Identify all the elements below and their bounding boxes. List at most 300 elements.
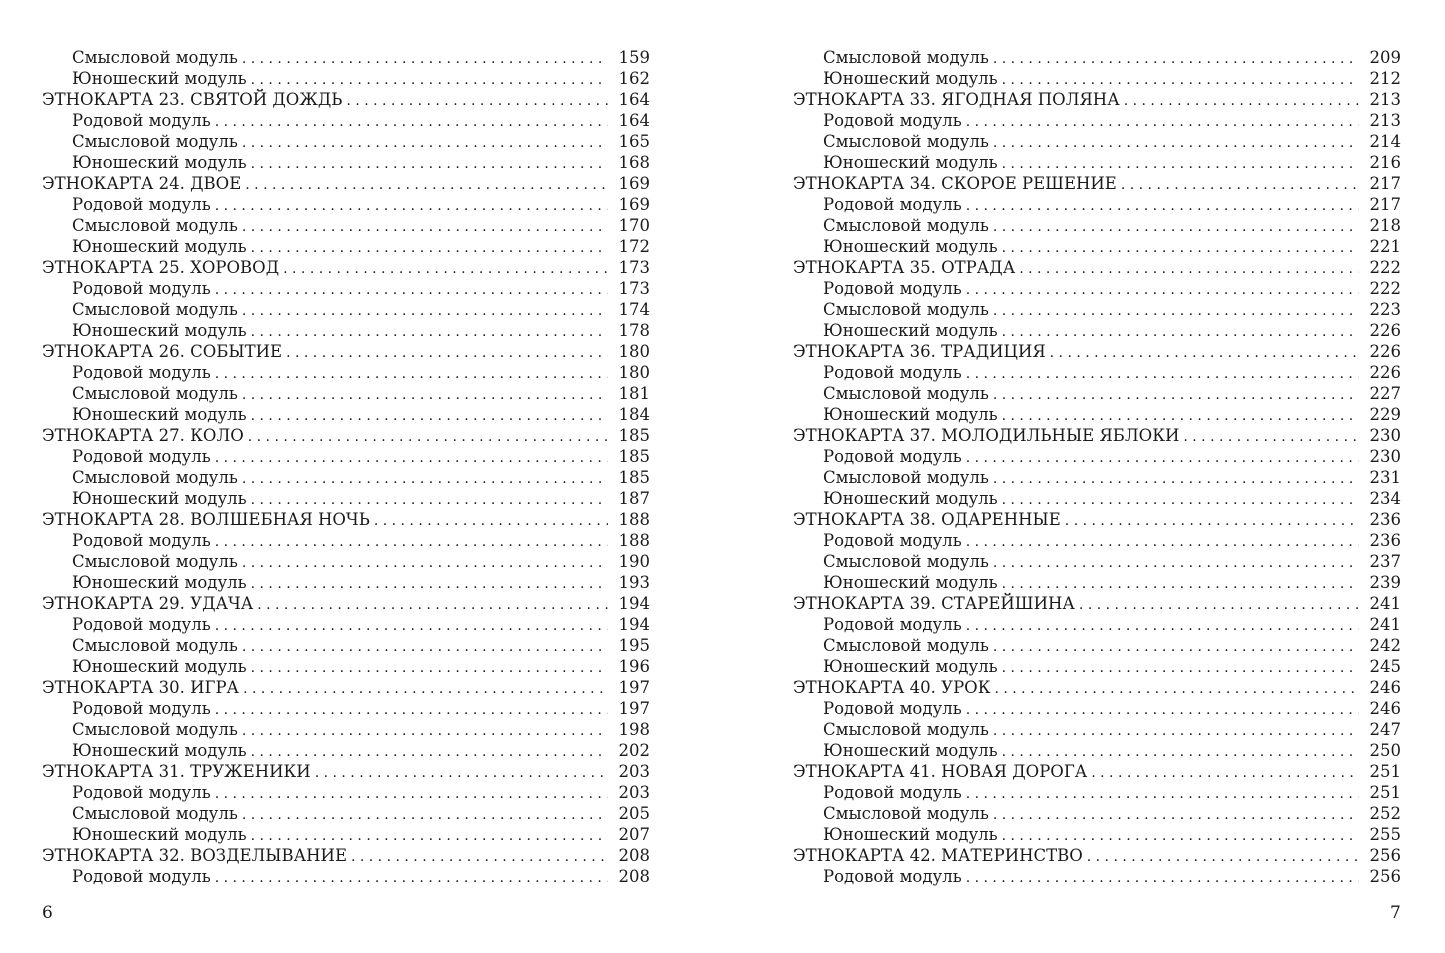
toc-entry-title: Юношеский модуль: [72, 825, 247, 844]
toc-entry-page: 181: [618, 384, 650, 403]
toc-module-entry[interactable]: [793, 446, 1401, 467]
toc-module-entry[interactable]: [793, 404, 1401, 425]
toc-entry-page: 180: [618, 363, 650, 382]
toc-module-entry[interactable]: [793, 320, 1401, 341]
toc-module-entry[interactable]: [793, 824, 1401, 845]
toc-entry-title: Смысловой модуль: [72, 720, 238, 739]
toc-entry-title: Родовой модуль: [823, 783, 962, 802]
dot-leader: [251, 406, 608, 427]
toc-module-entry[interactable]: [42, 278, 650, 299]
toc-entry-page: 190: [618, 552, 650, 571]
toc-entry-title: Смысловой модуль: [72, 216, 238, 235]
toc-module-entry[interactable]: [42, 866, 650, 887]
toc-module-entry[interactable]: [42, 299, 650, 320]
toc-entry-page: 213: [1369, 111, 1401, 130]
toc-entry-page: 217: [1369, 174, 1401, 193]
toc-entry-page: 246: [1369, 678, 1401, 697]
toc-entry-page: 223: [1369, 300, 1401, 319]
toc-entry-page: 230: [1369, 447, 1401, 466]
toc-entry-page: 173: [618, 279, 650, 298]
toc-entry-page: 195: [618, 636, 650, 655]
dot-leader: [1002, 322, 1359, 343]
toc-entry-page: 165: [618, 132, 650, 151]
toc-module-entry[interactable]: [793, 719, 1401, 740]
page-number-left: 6: [42, 903, 53, 923]
toc-entry-page: 239: [1369, 573, 1401, 592]
toc-card-entry[interactable]: [793, 677, 1401, 698]
toc-entry-page: 214: [1369, 132, 1401, 151]
toc-entry-page: 188: [618, 510, 650, 529]
dot-leader: [251, 658, 608, 679]
dot-leader: [1002, 658, 1359, 679]
toc-entry-page: 185: [618, 426, 650, 445]
dot-leader: [251, 238, 608, 259]
toc-module-entry[interactable]: [793, 635, 1401, 656]
toc-entry-title: Смысловой модуль: [823, 720, 989, 739]
dot-leader: [242, 805, 608, 826]
toc-module-entry[interactable]: [42, 719, 650, 740]
toc-module-entry[interactable]: [42, 614, 650, 635]
dot-leader: [251, 826, 608, 847]
toc-entry-page: 202: [618, 741, 650, 760]
toc-entry-title: Смысловой модуль: [823, 804, 989, 823]
toc-card-entry[interactable]: [42, 845, 650, 866]
toc-entry-title: Родовой модуль: [823, 699, 962, 718]
toc-module-entry[interactable]: [793, 47, 1401, 68]
dot-leader: [215, 196, 608, 217]
toc-card-entry[interactable]: [42, 257, 650, 278]
toc-module-entry[interactable]: [42, 698, 650, 719]
dot-leader: [242, 385, 608, 406]
toc-card-entry[interactable]: [42, 341, 650, 362]
dot-leader: [993, 469, 1359, 490]
toc-entry-page: 159: [618, 48, 650, 67]
dot-leader: [245, 175, 608, 196]
toc-module-entry[interactable]: [42, 47, 650, 68]
toc-entry-page: 169: [618, 174, 650, 193]
toc-entry-page: 197: [618, 699, 650, 718]
toc-entry-title: Юношеский модуль: [72, 153, 247, 172]
toc-entry-title: Смысловой модуль: [823, 132, 989, 151]
toc-entry-page: 245: [1369, 657, 1401, 676]
toc-entry-title: Смысловой модуль: [823, 216, 989, 235]
toc-entry-page: 164: [618, 111, 650, 130]
toc-card-entry[interactable]: [42, 593, 650, 614]
toc-entry-page: 256: [1369, 867, 1401, 886]
toc-entry-title: Юношеский модуль: [72, 321, 247, 340]
dot-leader: [993, 385, 1359, 406]
toc-entry-page: 208: [618, 867, 650, 886]
toc-module-entry[interactable]: [793, 488, 1401, 509]
toc-module-entry[interactable]: [42, 152, 650, 173]
dot-leader: [966, 784, 1359, 805]
dot-leader: [1183, 427, 1359, 448]
toc-card-entry[interactable]: [793, 173, 1401, 194]
toc-entry-page: 246: [1369, 699, 1401, 718]
toc-entry-page: 203: [618, 783, 650, 802]
dot-leader: [993, 553, 1359, 574]
toc-module-entry[interactable]: [793, 740, 1401, 761]
toc-entry-page: 217: [1369, 195, 1401, 214]
toc-entry-page: 203: [618, 762, 650, 781]
toc-card-entry[interactable]: [793, 425, 1401, 446]
toc-module-entry[interactable]: [793, 152, 1401, 173]
toc-entry-title: Юношеский модуль: [72, 489, 247, 508]
toc-entry-title: Смысловой модуль: [72, 468, 238, 487]
toc-entry-title: ЭТНОКАРТА 29. УДАЧА: [42, 594, 254, 613]
dot-leader: [251, 742, 608, 763]
toc-entry-title: Юношеский модуль: [72, 405, 247, 424]
toc-module-entry[interactable]: [42, 740, 650, 761]
toc-module-entry[interactable]: [793, 572, 1401, 593]
toc-entry-title: ЭТНОКАРТА 25. ХОРОВОД: [42, 258, 280, 277]
toc-entry-page: 208: [618, 846, 650, 865]
toc-entry-page: 170: [618, 216, 650, 235]
toc-entry-page: 168: [618, 153, 650, 172]
toc-card-entry[interactable]: [42, 509, 650, 530]
toc-module-entry[interactable]: [793, 194, 1401, 215]
dot-leader: [1091, 763, 1359, 784]
toc-entry-page: 229: [1369, 405, 1401, 424]
toc-entry-page: 222: [1369, 279, 1401, 298]
toc-card-entry[interactable]: [42, 173, 650, 194]
dot-leader: [242, 553, 608, 574]
page-number-right: 7: [1390, 903, 1401, 923]
toc-module-entry[interactable]: [42, 824, 650, 845]
toc-entry-page: 185: [618, 468, 650, 487]
dot-leader: [1065, 511, 1359, 532]
dot-leader: [248, 427, 608, 448]
toc-module-entry[interactable]: [793, 698, 1401, 719]
toc-entry-title: Родовой модуль: [823, 531, 962, 550]
toc-entry-title: Родовой модуль: [823, 447, 962, 466]
toc-module-entry[interactable]: [42, 131, 650, 152]
toc-entry-title: Смысловой модуль: [72, 552, 238, 571]
toc-entry-page: 162: [618, 69, 650, 88]
toc-entry-title: ЭТНОКАРТА 26. СОБЫТИЕ: [42, 342, 283, 361]
toc-entry-page: 169: [618, 195, 650, 214]
toc-entry-page: 205: [618, 804, 650, 823]
toc-entry-page: 174: [618, 300, 650, 319]
toc-entry-page: 187: [618, 489, 650, 508]
dot-leader: [315, 763, 608, 784]
dot-leader: [242, 469, 608, 490]
toc-module-entry[interactable]: [42, 236, 650, 257]
dot-leader: [251, 490, 608, 511]
toc-entry-page: 173: [618, 258, 650, 277]
toc-entry-page: 226: [1369, 321, 1401, 340]
toc-entry-page: 194: [618, 615, 650, 634]
toc-module-entry[interactable]: [42, 467, 650, 488]
toc-entry-title: Юношеский модуль: [823, 825, 998, 844]
dot-leader: [346, 91, 608, 112]
dot-leader: [242, 217, 608, 238]
toc-entry-title: ЭТНОКАРТА 40. УРОК: [793, 678, 991, 697]
toc-entry-page: 252: [1369, 804, 1401, 823]
toc-module-entry[interactable]: [42, 194, 650, 215]
toc-entry-title: Родовой модуль: [823, 195, 962, 214]
dot-leader: [1019, 259, 1359, 280]
dot-leader: [215, 448, 608, 469]
toc-entry-title: Смысловой модуль: [823, 384, 989, 403]
toc-entry-title: ЭТНОКАРТА 41. НОВАЯ ДОРОГА: [793, 762, 1088, 781]
toc-entry-page: 188: [618, 531, 650, 550]
dot-leader: [257, 595, 608, 616]
toc-entry-title: ЭТНОКАРТА 23. СВЯТОЙ ДОЖДЬ: [42, 90, 343, 109]
dot-leader: [966, 448, 1359, 469]
toc-entry-title: Смысловой модуль: [72, 48, 238, 67]
dot-leader: [1050, 343, 1359, 364]
toc-module-entry[interactable]: [793, 656, 1401, 677]
toc-entry-title: Родовой модуль: [823, 867, 962, 886]
toc-entry-page: 216: [1369, 153, 1401, 172]
toc-entry-page: 164: [618, 90, 650, 109]
toc-entry-title: ЭТНОКАРТА 34. СКОРОЕ РЕШЕНИЕ: [793, 174, 1117, 193]
toc-entry-title: Родовой модуль: [72, 447, 211, 466]
toc-entry-title: Юношеский модуль: [72, 741, 247, 760]
toc-entry-title: Родовой модуль: [823, 363, 962, 382]
toc-entry-title: Юношеский модуль: [823, 321, 998, 340]
toc-entry-page: 241: [1369, 594, 1401, 613]
toc-card-entry[interactable]: [793, 89, 1401, 110]
toc-entry-page: 198: [618, 720, 650, 739]
toc-entry-title: Смысловой модуль: [823, 552, 989, 571]
toc-entry-title: Родовой модуль: [72, 783, 211, 802]
dot-leader: [993, 637, 1359, 658]
dot-leader: [1002, 70, 1359, 91]
toc-module-entry[interactable]: [793, 866, 1401, 887]
toc-entry-page: 251: [1369, 783, 1401, 802]
toc-entry-page: 221: [1369, 237, 1401, 256]
toc-entry-title: ЭТНОКАРТА 30. ИГРА: [42, 678, 240, 697]
toc-entry-page: 231: [1369, 468, 1401, 487]
toc-card-entry[interactable]: [42, 89, 650, 110]
toc-entry-title: Юношеский модуль: [72, 573, 247, 592]
dot-leader: [966, 196, 1359, 217]
toc-module-entry[interactable]: [793, 614, 1401, 635]
toc-entry-page: 226: [1369, 363, 1401, 382]
dot-leader: [1124, 91, 1359, 112]
dot-leader: [1002, 406, 1359, 427]
dot-leader: [242, 637, 608, 658]
dot-leader: [966, 364, 1359, 385]
toc-entry-title: ЭТНОКАРТА 24. ДВОЕ: [42, 174, 242, 193]
toc-module-entry[interactable]: [793, 215, 1401, 236]
toc-entry-page: 236: [1369, 531, 1401, 550]
dot-leader: [251, 70, 608, 91]
dot-leader: [1002, 742, 1359, 763]
toc-entry-title: Юношеский модуль: [823, 153, 998, 172]
toc-entry-title: Юношеский модуль: [72, 69, 247, 88]
toc-card-entry[interactable]: [793, 593, 1401, 614]
toc-card-entry[interactable]: [42, 677, 650, 698]
toc-entry-title: Родовой модуль: [72, 279, 211, 298]
toc-module-entry[interactable]: [793, 467, 1401, 488]
toc-entry-title: Юношеский модуль: [823, 657, 998, 676]
dot-leader: [1121, 175, 1359, 196]
toc-entry-title: Юношеский модуль: [823, 405, 998, 424]
toc-module-entry[interactable]: [42, 215, 650, 236]
toc-entry-title: ЭТНОКАРТА 27. КОЛО: [42, 426, 244, 445]
toc-entry-title: ЭТНОКАРТА 39. СТАРЕЙШИНА: [793, 594, 1075, 613]
dot-leader: [993, 49, 1359, 70]
toc-module-entry[interactable]: [42, 320, 650, 341]
dot-leader: [1002, 154, 1359, 175]
dot-leader: [993, 133, 1359, 154]
toc-entry-title: Родовой модуль: [72, 615, 211, 634]
dot-leader: [251, 154, 608, 175]
toc-entry-page: 255: [1369, 825, 1401, 844]
dot-leader: [243, 679, 608, 700]
toc-entry-title: Смысловой модуль: [72, 132, 238, 151]
toc-entry-title: Родовой модуль: [823, 279, 962, 298]
dot-leader: [286, 343, 608, 364]
dot-leader: [215, 616, 608, 637]
toc-entry-title: Родовой модуль: [72, 111, 211, 130]
dot-leader: [374, 511, 608, 532]
toc-left-page: [42, 47, 650, 887]
toc-module-entry[interactable]: [793, 530, 1401, 551]
dot-leader: [966, 700, 1359, 721]
toc-module-entry[interactable]: [42, 551, 650, 572]
dot-leader: [251, 322, 608, 343]
toc-module-entry[interactable]: [793, 68, 1401, 89]
toc-entry-title: Родовой модуль: [823, 111, 962, 130]
toc-card-entry[interactable]: [793, 257, 1401, 278]
toc-module-entry[interactable]: [793, 803, 1401, 824]
toc-module-entry[interactable]: [793, 362, 1401, 383]
toc-entry-page: 172: [618, 237, 650, 256]
toc-entry-title: Юношеский модуль: [823, 741, 998, 760]
toc-module-entry[interactable]: [42, 488, 650, 509]
toc-module-entry[interactable]: [42, 383, 650, 404]
toc-module-entry[interactable]: [42, 362, 650, 383]
toc-module-entry[interactable]: [793, 110, 1401, 131]
toc-module-entry[interactable]: [42, 68, 650, 89]
toc-card-entry[interactable]: [793, 509, 1401, 530]
toc-module-entry[interactable]: [42, 446, 650, 467]
dot-leader: [215, 112, 608, 133]
toc-entry-title: ЭТНОКАРТА 32. ВОЗДЕЛЫВАНИЕ: [42, 846, 347, 865]
toc-entry-title: Юношеский модуль: [823, 573, 998, 592]
toc-module-entry[interactable]: [42, 803, 650, 824]
toc-entry-title: ЭТНОКАРТА 42. МАТЕРИНСТВО: [793, 846, 1083, 865]
toc-entry-title: ЭТНОКАРТА 36. ТРАДИЦИЯ: [793, 342, 1046, 361]
toc-module-entry[interactable]: [42, 404, 650, 425]
toc-card-entry[interactable]: [42, 761, 650, 782]
dot-leader: [966, 532, 1359, 553]
toc-entry-page: 218: [1369, 216, 1401, 235]
toc-entry-page: 184: [618, 405, 650, 424]
dot-leader: [966, 112, 1359, 133]
dot-leader: [993, 721, 1359, 742]
toc-module-entry[interactable]: [793, 383, 1401, 404]
toc-entry-title: ЭТНОКАРТА 31. ТРУЖЕНИКИ: [42, 762, 311, 781]
toc-entry-title: Смысловой модуль: [823, 468, 989, 487]
toc-module-entry[interactable]: [42, 782, 650, 803]
dot-leader: [993, 805, 1359, 826]
toc-module-entry[interactable]: [793, 551, 1401, 572]
dot-leader: [1087, 847, 1359, 868]
toc-module-entry[interactable]: [793, 782, 1401, 803]
toc-entry-title: Смысловой модуль: [72, 300, 238, 319]
dot-leader: [1002, 826, 1359, 847]
toc-entry-page: 250: [1369, 741, 1401, 760]
toc-card-entry[interactable]: [793, 341, 1401, 362]
dot-leader: [993, 301, 1359, 322]
toc-card-entry[interactable]: [793, 761, 1401, 782]
toc-entry-title: Юношеский модуль: [823, 489, 998, 508]
toc-entry-page: 212: [1369, 69, 1401, 88]
toc-entry-title: Родовой модуль: [72, 531, 211, 550]
toc-entry-page: 230: [1369, 426, 1401, 445]
toc-module-entry[interactable]: [42, 110, 650, 131]
dot-leader: [351, 847, 608, 868]
toc-entry-page: 234: [1369, 489, 1401, 508]
toc-entry-title: Смысловой модуль: [72, 804, 238, 823]
toc-entry-title: ЭТНОКАРТА 33. ЯГОДНАЯ ПОЛЯНА: [793, 90, 1120, 109]
toc-right-page: [793, 47, 1401, 887]
dot-leader: [215, 364, 608, 385]
dot-leader: [242, 721, 608, 742]
toc-entry-title: Смысловой модуль: [823, 636, 989, 655]
toc-entry-page: 185: [618, 447, 650, 466]
dot-leader: [1002, 238, 1359, 259]
toc-entry-title: Родовой модуль: [72, 363, 211, 382]
toc-entry-page: 213: [1369, 90, 1401, 109]
toc-entry-page: 237: [1369, 552, 1401, 571]
toc-entry-title: Родовой модуль: [72, 699, 211, 718]
dot-leader: [1002, 574, 1359, 595]
toc-entry-page: 247: [1369, 720, 1401, 739]
toc-entry-page: 226: [1369, 342, 1401, 361]
toc-entry-title: Смысловой модуль: [72, 636, 238, 655]
toc-module-entry[interactable]: [42, 572, 650, 593]
toc-card-entry[interactable]: [793, 845, 1401, 866]
toc-module-entry[interactable]: [793, 236, 1401, 257]
toc-module-entry[interactable]: [793, 299, 1401, 320]
toc-entry-page: 236: [1369, 510, 1401, 529]
toc-entry-page: 207: [618, 825, 650, 844]
dot-leader: [215, 868, 608, 889]
toc-entry-title: Родовой модуль: [823, 615, 962, 634]
toc-entry-page: 180: [618, 342, 650, 361]
toc-module-entry[interactable]: [42, 530, 650, 551]
toc-entry-title: ЭТНОКАРТА 37. МОЛОДИЛЬНЫЕ ЯБЛОКИ: [793, 426, 1180, 445]
toc-module-entry[interactable]: [42, 635, 650, 656]
toc-entry-page: 256: [1369, 846, 1401, 865]
toc-entry-page: 222: [1369, 258, 1401, 277]
dot-leader: [251, 574, 608, 595]
toc-entry-title: Смысловой модуль: [823, 300, 989, 319]
dot-leader: [966, 616, 1359, 637]
dot-leader: [242, 49, 608, 70]
toc-entry-page: 194: [618, 594, 650, 613]
toc-module-entry[interactable]: [793, 278, 1401, 299]
toc-card-entry[interactable]: [42, 425, 650, 446]
dot-leader: [994, 679, 1359, 700]
toc-entry-title: Смысловой модуль: [72, 384, 238, 403]
toc-entry-page: 178: [618, 321, 650, 340]
toc-entry-title: Родовой модуль: [72, 867, 211, 886]
toc-module-entry[interactable]: [42, 656, 650, 677]
toc-entry-title: Юношеский модуль: [823, 69, 998, 88]
dot-leader: [215, 784, 608, 805]
toc-entry-page: 196: [618, 657, 650, 676]
toc-module-entry[interactable]: [793, 131, 1401, 152]
dot-leader: [966, 280, 1359, 301]
dot-leader: [215, 532, 608, 553]
